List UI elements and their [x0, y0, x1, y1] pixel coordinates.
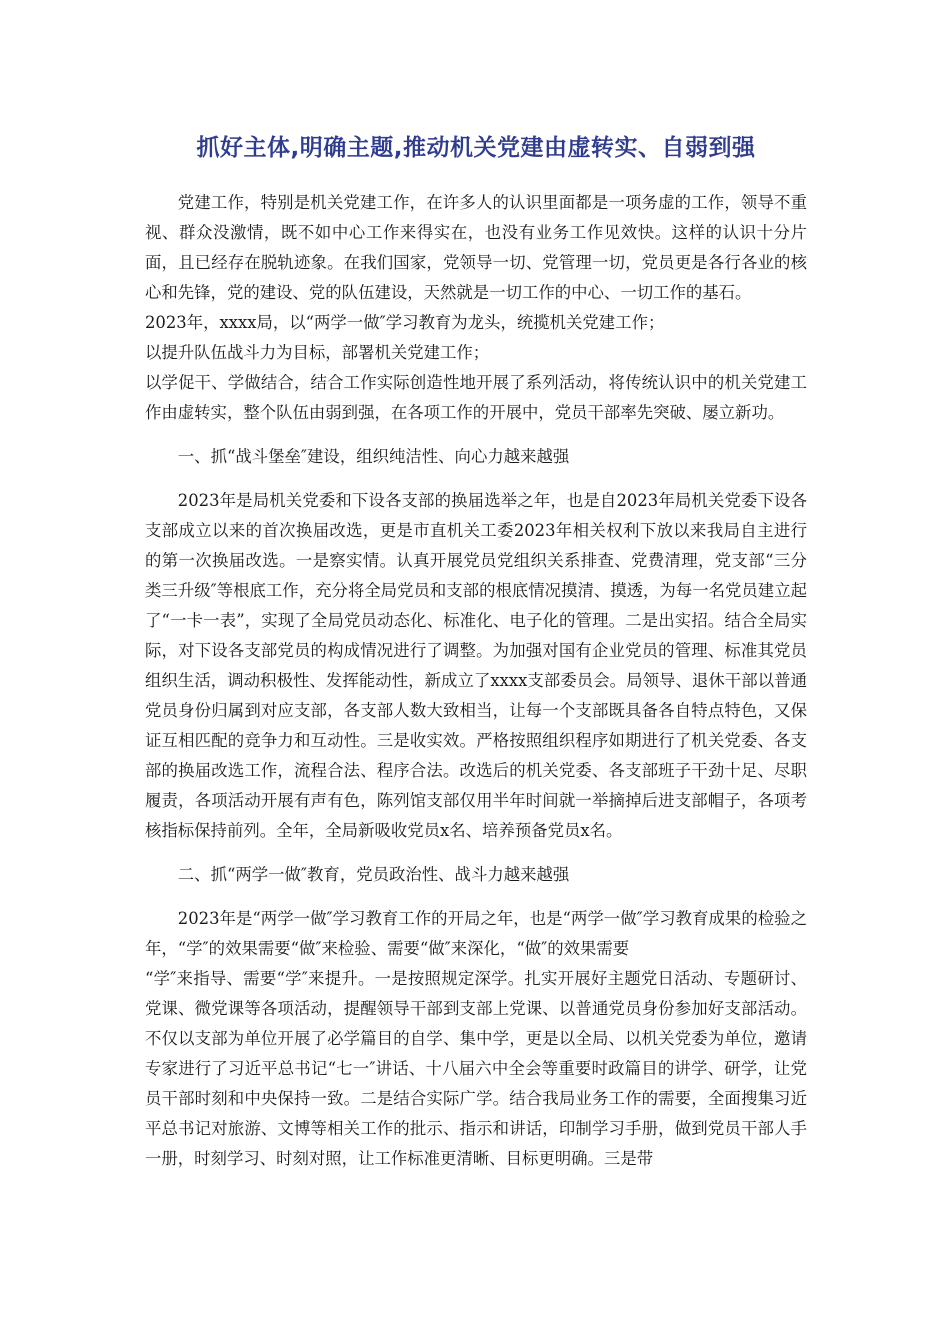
section-2-heading: 二、抓“两学一做″教育，党员政治性、战斗力越来越强	[177, 865, 570, 884]
document-page	[145, 128, 807, 1174]
section-2-body-line-2: “学″来指导、需要“学″来提升。一是按照规定深学。扎实开展好主题党日活动、专题研讨、党课、微党课等各项活动，提醒领导干部到支部上党课、以普通党员身份参加好支部活动。不仅以支部为单位开展了必学篇目的自学、集中学，更是以全局、以机关党委为单位，邀请专家进行了习近平总书记“七一″讲话、十八届六中全会等重要时政篇目的讲学、研学，让党员干部时刻和中央保持一致。二是结合实际广学。结合我局业务工作的需要，全面搜集习近平总书记对旅游、文博等相关工作的批示、指示和讲话，印制学习手册，做到党员干部人手一册，时刻学习、时刻对照，让工作标准更清晰、目标更明确。三是带	[145, 969, 807, 1168]
intro-paragraph: 党建工作，特别是机关党建工作，在许多人的认识里面都是一项务虚的工作，领导不重视、群众没激情，既不如中心工作来得实在，也没有业务工作见效快。这样的认识十分片面，且已经存在脱轨迹象。在我们国家，党领导一切、党管理一切，党员更是各行各业的核心和先锋，党的建设、党的队伍建设，天然就是一切工作的中心、一切工作的基石。	[145, 193, 807, 302]
section-1-heading: 一、抓“战斗堡垒″建设，组织纯洁性、向心力越来越强	[177, 447, 570, 466]
intro-line-2: 2023年，xxxx局，以“两学一做″学习教育为龙头，统揽机关党建工作；	[145, 313, 665, 332]
intro-line-3: 以提升队伍战斗力为目标，部署机关党建工作；	[145, 343, 490, 362]
section-1-body: 2023年是局机关党委和下设各支部的换届选举之年，也是自2023年局机关党委下设各支部成立以来的首次换届改选，更是市直机关工委2023年相关权利下放以来我局自主进行的第一次换届改选。一是察实情。认真开展党员党组织关系排查、党费清理，党支部“三分类三升级″等根底工作，充分将全局党员和支部的根底情况摸清、摸透，为每一名党员建立起了“一卡一表”，实现了全局党员动态化、标准化、电子化的管理。二是出实招。结合全局实际，对下设各支部党员的构成情况进行了调整。为加强对国有企业党员的管理、标准其党员组织生活，调动积极性、发挥能动性，新成立了xxxx支部委员会。局领导、退休干部以普通党员身份归属到对应支部，各支部人数大致相当，让每一个支部既具备各自特点特色，又保证互相匹配的竞争力和互动性。三是收实效。严格按照组织程序如期进行了机关党委、各支部的换届改选工作，流程合法、程序合法。改选后的机关党委、各支部班子干劲十足、尽职履责，各项活动开展有声有色，陈列馆支部仅用半年时间就一举摘掉后进支部帽子，各项考核指标保持前列。全年，全局新吸收党员x名、培养预备党员x名。	[145, 491, 807, 840]
intro-line-4: 以学促干、学做结合，结合工作实际创造性地开展了系列活动，将传统认识中的机关党建工作由虚转实，整个队伍由弱到强，在各项工作的开展中，党员干部率先突破、屡立新功。	[145, 373, 807, 422]
document-title: 抓好主体,明确主题,推动机关党建由虚转实、自弱到强	[196, 135, 756, 161]
section-2-body-line-1: 2023年是“两学一做″学习教育工作的开局之年，也是“两学一做″学习教育成果的检验之年，“学″的效果需要“做″来检验、需要“做″来深化，“做″的效果需要	[145, 909, 807, 958]
